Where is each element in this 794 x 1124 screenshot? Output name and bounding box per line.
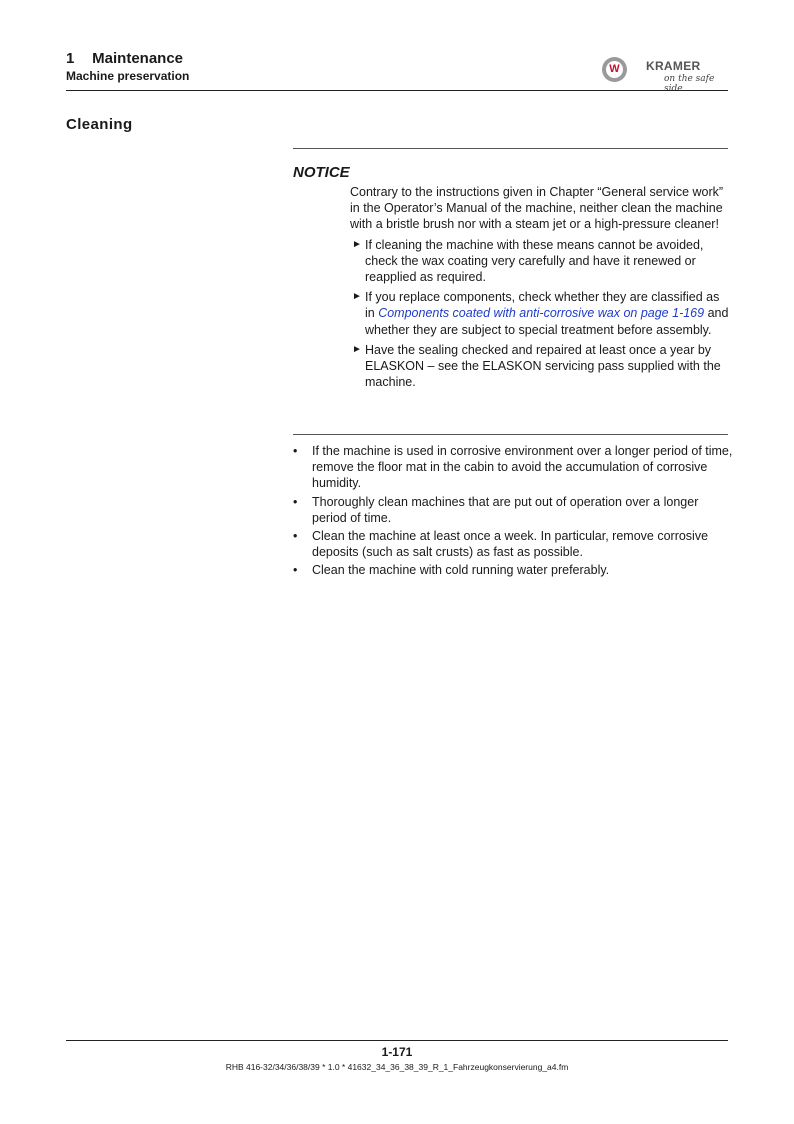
notice-divider-bottom	[293, 434, 728, 435]
chapter-title: Maintenance	[92, 50, 184, 67]
bullet-icon: •	[293, 444, 298, 458]
page-number: 1-171	[381, 1045, 413, 1059]
notice-item	[350, 289, 730, 338]
notice-item	[350, 342, 730, 391]
notice-divider-top	[293, 148, 728, 149]
kramer-logo	[602, 55, 728, 94]
logo-mark: W	[609, 63, 620, 75]
list-item	[293, 528, 733, 560]
notice-intro: Contrary to the instructions given in Chapter “General service work” in the Operator’s Manual of the machine, neither clean the machine with a bristle brush nor with a steam jet or a high-pressure cleaner!	[350, 185, 724, 232]
header-divider	[66, 90, 728, 91]
document-id: RHB 416-32/34/36/38/39 * 1.0 * 41632_34_36_38_39_R_1_Fahrzeugkonservierung_a4.fm	[225, 1062, 569, 1072]
notice-item	[350, 237, 730, 286]
list-item	[293, 443, 733, 492]
bullet-list	[293, 443, 733, 581]
list-item-text: Clean the machine at least once a week. In particular, remove corrosive deposits (such as salt crusts) as fast as possible.	[312, 529, 709, 560]
notice-item-text: and whether they are subject to special treatment before assembly.	[365, 306, 729, 337]
notice-title: NOTICE	[293, 164, 350, 181]
cross-reference-link[interactable]: Components coated with anti-corrosive wax on page 1-169	[378, 306, 705, 321]
section-title: Cleaning	[66, 116, 133, 133]
logo-emblem-icon	[602, 57, 627, 82]
arrow-right-icon: ►	[352, 343, 362, 355]
footer-divider	[66, 1040, 728, 1041]
list-item-text: Thoroughly clean machines that are put out of operation over a longer period of time.	[312, 494, 699, 525]
arrow-right-icon: ►	[352, 238, 362, 250]
notice-item-text: Have the sealing checked and repaired at least once a year by ELASKON – see the ELASKON servicing pass supplied with the machine.	[365, 342, 721, 390]
bullet-icon: •	[293, 529, 298, 544]
list-item	[293, 494, 733, 526]
arrow-right-icon: ►	[352, 291, 362, 303]
list-item-text: If the machine is used in corrosive environment over a longer period of time, remove the floor mat in the cabin to avoid the accumulation of corrosive humidity.	[312, 444, 733, 491]
logo-tagline: on the safe side	[664, 74, 715, 94]
list-item	[293, 562, 733, 578]
notice-item-text: If you replace components, check whether they are classified as in	[365, 290, 720, 321]
bullet-icon: •	[293, 494, 298, 509]
chapter-subtitle: Machine preservation	[66, 69, 190, 83]
chapter-heading	[66, 50, 183, 67]
list-item-text: Clean the machine with cold running water preferably.	[312, 563, 610, 578]
bullet-icon: •	[293, 563, 298, 578]
logo-brand: KRAMER	[646, 59, 701, 73]
chapter-number: 1	[66, 50, 75, 67]
notice-body	[350, 184, 730, 394]
notice-item-text: If cleaning the machine with these means cannot be avoided, check the wax coating very carefully and have it renewed or reapplied as required.	[365, 237, 704, 285]
